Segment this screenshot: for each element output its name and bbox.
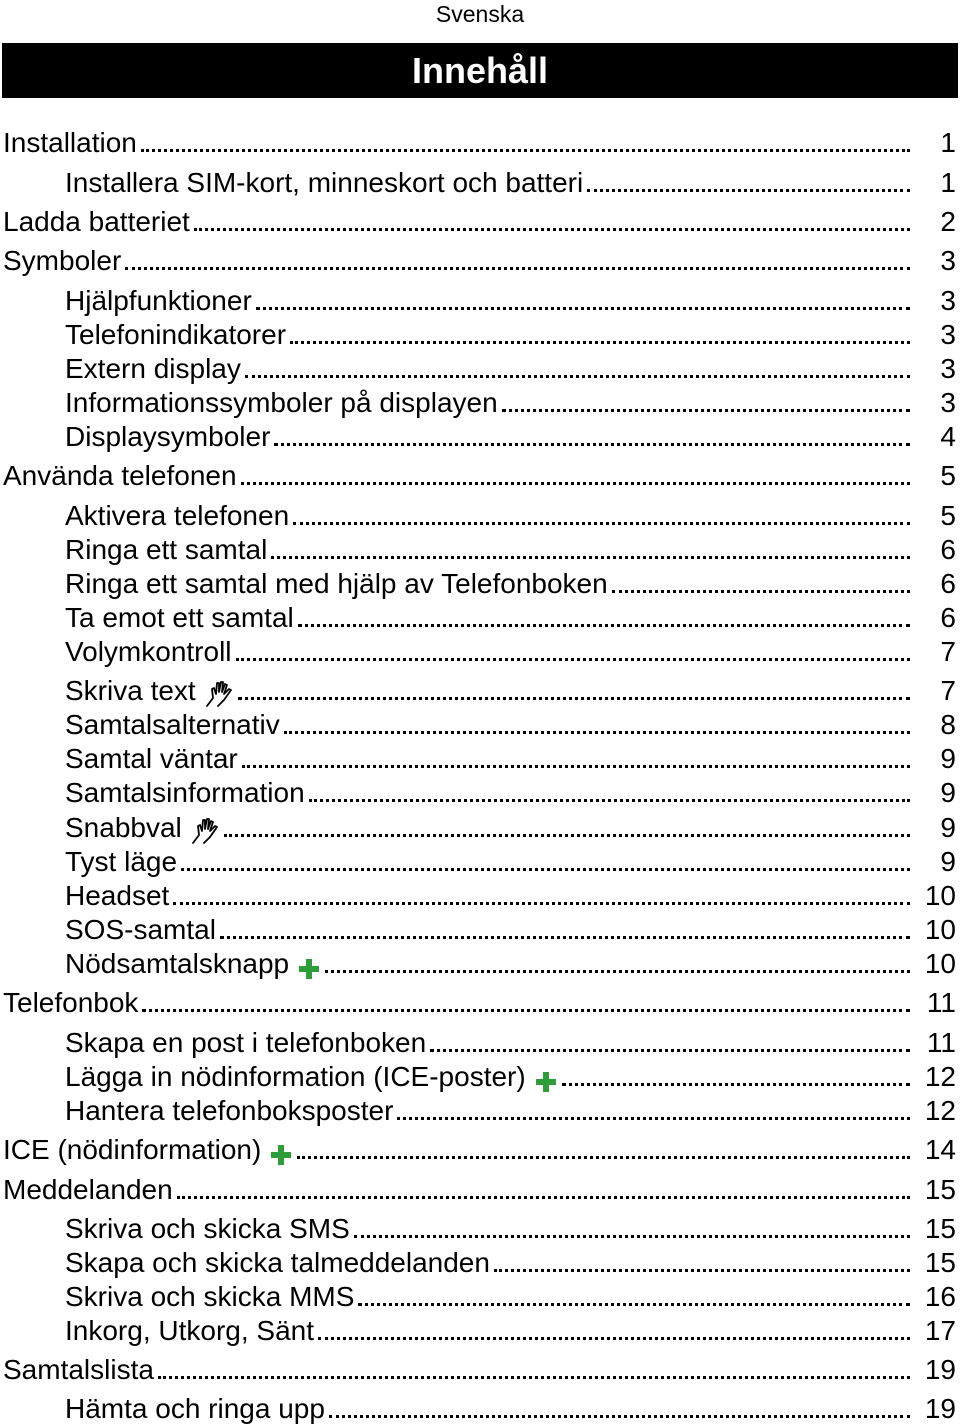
toc-entry-label: Informationssymboler på displayen xyxy=(65,387,498,418)
toc-entry-page: 15 xyxy=(924,1213,956,1244)
toc-entry-label: Skriva text xyxy=(65,675,196,706)
toc-entry[interactable] xyxy=(0,418,960,454)
toc-entry-label: ICE (nödinformation) xyxy=(3,1134,262,1165)
toc-entry[interactable] xyxy=(0,164,960,200)
toc-entry[interactable] xyxy=(0,124,960,160)
toc-entry[interactable] xyxy=(0,531,960,567)
dot-leader xyxy=(329,1415,910,1418)
dot-leader xyxy=(309,799,910,802)
toc-entry-label: Snabbval xyxy=(65,812,182,843)
toc-entry[interactable] xyxy=(0,1171,960,1207)
plus-icon xyxy=(269,1143,293,1167)
toc-entry[interactable] xyxy=(0,740,960,776)
plus-icon xyxy=(297,957,321,981)
toc-entry-page: 10 xyxy=(924,880,956,911)
toc-entry-page: 12 xyxy=(924,1061,956,1092)
toc-entry-page: 15 xyxy=(924,1174,956,1205)
toc-entry-page: 17 xyxy=(924,1315,956,1346)
toc-entry-label: Installera SIM-kort, minneskort och batteri xyxy=(65,167,584,198)
dot-leader xyxy=(430,1049,910,1052)
toc-entry-page: 8 xyxy=(940,709,956,740)
dot-leader xyxy=(177,1196,910,1199)
toc-entry-page: 3 xyxy=(940,285,956,316)
dot-leader xyxy=(494,1269,910,1272)
dot-leader xyxy=(173,902,910,905)
dot-leader xyxy=(236,658,910,661)
toc-entry-page: 9 xyxy=(940,812,956,843)
toc-entry-label: Extern display xyxy=(65,353,241,384)
toc-entry[interactable] xyxy=(0,774,960,810)
toc-entry-page: 19 xyxy=(924,1354,956,1385)
toc-entry-label: Telefonindikatorer xyxy=(65,319,287,350)
toc-entry-label: Hjälpfunktioner xyxy=(65,285,252,316)
toc-entry-label: Aktivera telefonen xyxy=(65,500,290,531)
dot-leader xyxy=(297,1156,910,1159)
toc-entry[interactable] xyxy=(0,1390,960,1426)
toc-entry-page: 15 xyxy=(924,1247,956,1278)
toc-entry-label: Nödsamtalsknapp xyxy=(65,948,290,979)
dot-leader xyxy=(502,409,910,412)
toc-entry-page: 12 xyxy=(924,1095,956,1126)
toc-entry[interactable] xyxy=(0,1244,960,1280)
toc-entry-page: 3 xyxy=(940,245,956,276)
dot-leader xyxy=(220,936,910,939)
dot-leader xyxy=(238,697,910,700)
toc-entry[interactable] xyxy=(0,1058,960,1094)
toc-entry-page: 11 xyxy=(926,987,956,1018)
toc-entry[interactable] xyxy=(0,1092,960,1128)
toc-entry[interactable] xyxy=(0,809,960,845)
toc-entry-page: 6 xyxy=(940,602,956,633)
toc-entry[interactable] xyxy=(0,350,960,386)
dot-leader xyxy=(284,731,910,734)
hand-icon xyxy=(204,680,234,708)
toc-entry[interactable] xyxy=(0,599,960,635)
toc-entry-label: SOS-samtal xyxy=(65,914,216,945)
toc-entry[interactable] xyxy=(0,1024,960,1060)
toc-entry[interactable] xyxy=(0,1351,960,1387)
dot-leader xyxy=(224,834,910,837)
toc-entry[interactable] xyxy=(0,945,960,981)
toc-entry-page: 7 xyxy=(940,675,956,706)
dot-leader xyxy=(181,868,910,871)
toc-entry-page: 7 xyxy=(940,636,956,667)
dot-leader xyxy=(141,149,910,152)
toc-entry-label: Displaysymboler xyxy=(65,421,271,452)
toc-entry-page: 3 xyxy=(940,353,956,384)
toc-entry[interactable] xyxy=(0,1131,960,1167)
toc-entry-label: Samtal väntar xyxy=(65,743,238,774)
dot-leader xyxy=(274,443,910,446)
toc-entry-label: Lägga in nödinformation (ICE-poster) xyxy=(65,1061,526,1092)
dot-leader xyxy=(142,1009,910,1012)
toc-entry-page: 5 xyxy=(940,460,956,491)
toc-entry-page: 3 xyxy=(940,319,956,350)
toc-entry[interactable] xyxy=(0,843,960,879)
dot-leader xyxy=(562,1083,910,1086)
hand-icon xyxy=(190,817,220,845)
toc-entry-label: Ringa ett samtal med hjälp av Telefonboken xyxy=(65,568,608,599)
toc-entry-label: Telefonbok xyxy=(3,987,139,1018)
toc-entry[interactable] xyxy=(0,457,960,493)
dot-leader xyxy=(612,590,910,593)
toc-entry-label: Använda telefonen xyxy=(3,460,237,491)
toc-entry[interactable] xyxy=(0,1278,960,1314)
toc-entry[interactable] xyxy=(0,1210,960,1246)
toc-entry-label: Skapa och skicka talmeddelanden xyxy=(65,1247,490,1278)
toc-entry-label: Hantera telefonboksposter xyxy=(65,1095,394,1126)
toc-entry-label: Samtalsinformation xyxy=(65,777,305,808)
toc-entry[interactable] xyxy=(0,672,960,708)
dot-leader xyxy=(298,624,910,627)
dot-leader xyxy=(290,341,910,344)
toc-entry-page: 11 xyxy=(926,1027,956,1058)
toc-entry[interactable] xyxy=(0,316,960,352)
dot-leader xyxy=(271,556,910,559)
toc-entry[interactable] xyxy=(0,706,960,742)
toc-entry-label: Installation xyxy=(3,127,137,158)
dot-leader xyxy=(241,482,910,485)
dot-leader xyxy=(245,375,910,378)
toc-entry-page: 10 xyxy=(924,948,956,979)
toc-entry-page: 9 xyxy=(940,743,956,774)
toc-entry[interactable] xyxy=(0,911,960,947)
toc-entry-label: Headset xyxy=(65,880,170,911)
toc-entry-page: 3 xyxy=(940,387,956,418)
toc-entry-label: Inkorg, Utkorg, Sänt xyxy=(65,1315,315,1346)
plus-icon xyxy=(534,1070,558,1094)
dot-leader xyxy=(358,1303,910,1306)
toc-entry-page: 14 xyxy=(924,1134,956,1165)
toc-entry-label: Samtalslista xyxy=(3,1354,154,1385)
page-title: Innehåll xyxy=(2,43,958,98)
toc-entry[interactable] xyxy=(0,203,960,239)
toc-entry-page: 1 xyxy=(940,167,956,198)
toc-entry-label: Skriva och skicka MMS xyxy=(65,1281,355,1312)
toc-entry-page: 2 xyxy=(940,206,956,237)
toc-entry-label: Ta emot ett samtal xyxy=(65,602,294,633)
toc-entry-label: Skapa en post i telefonboken xyxy=(65,1027,427,1058)
dot-leader xyxy=(397,1117,910,1120)
dot-leader xyxy=(256,307,910,310)
dot-leader xyxy=(125,267,910,270)
toc-entry[interactable] xyxy=(0,633,960,669)
toc-entry-page: 16 xyxy=(924,1281,956,1312)
toc-entry-page: 6 xyxy=(940,534,956,565)
toc-entry-page: 4 xyxy=(940,421,956,452)
dot-leader xyxy=(318,1337,910,1340)
toc-entry[interactable] xyxy=(0,984,960,1020)
toc-entry[interactable] xyxy=(0,877,960,913)
toc-entry-label: Tyst läge xyxy=(65,846,178,877)
toc-entry[interactable] xyxy=(0,497,960,533)
toc-entry-page: 19 xyxy=(924,1393,956,1424)
toc-entry-page: 10 xyxy=(924,914,956,945)
toc-entry[interactable] xyxy=(0,1312,960,1348)
toc-entry-label: Skriva och skicka SMS xyxy=(65,1213,350,1244)
dot-leader xyxy=(293,522,910,525)
toc-entry-page: 1 xyxy=(940,127,956,158)
toc-entry-page: 9 xyxy=(940,777,956,808)
toc-entry-label: Ringa ett samtal xyxy=(65,534,268,565)
dot-leader xyxy=(158,1376,910,1379)
toc-entry-label: Volymkontroll xyxy=(65,636,232,667)
dot-leader xyxy=(325,970,910,973)
toc-entry-label: Symboler xyxy=(3,245,122,276)
toc-entry-page: 9 xyxy=(940,846,956,877)
dot-leader xyxy=(354,1235,910,1238)
toc-entry-label: Hämta och ringa upp xyxy=(65,1393,325,1424)
dot-leader xyxy=(587,189,910,192)
toc-entry-page: 6 xyxy=(940,568,956,599)
toc-entry[interactable] xyxy=(0,282,960,318)
toc-entry[interactable] xyxy=(0,384,960,420)
toc-entry[interactable] xyxy=(0,565,960,601)
toc-entry-label: Ladda batteriet xyxy=(3,206,190,237)
language-label: Svenska xyxy=(435,1,525,27)
toc-entry-page: 5 xyxy=(940,500,956,531)
dot-leader xyxy=(194,228,910,231)
toc-entry-label: Samtalsalternativ xyxy=(65,709,280,740)
toc-entry-label: Meddelanden xyxy=(3,1174,173,1205)
dot-leader xyxy=(242,765,910,768)
toc-entry[interactable] xyxy=(0,242,960,278)
